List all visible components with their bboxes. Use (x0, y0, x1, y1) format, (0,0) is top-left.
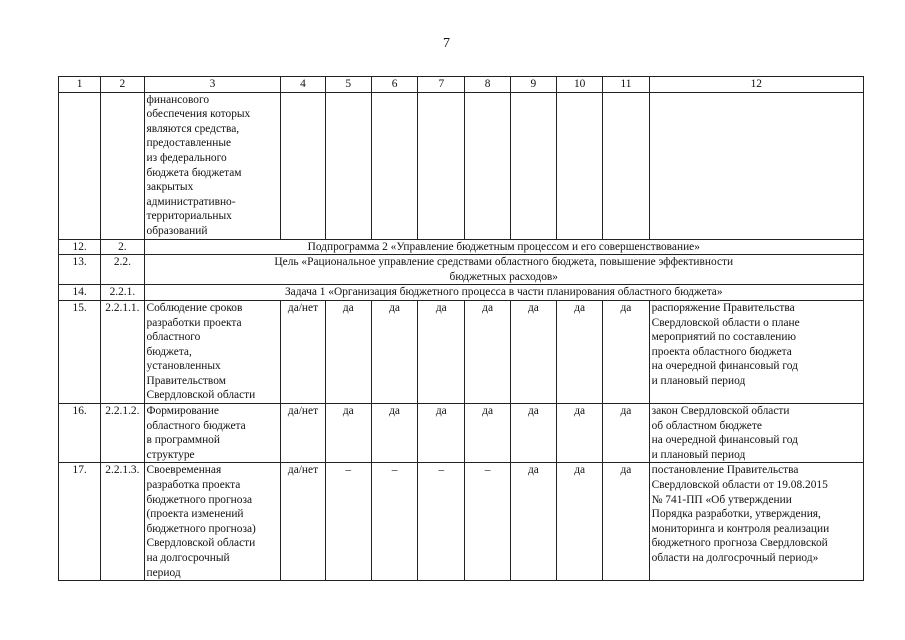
value-cell: да (557, 300, 603, 403)
row-number: 16. (59, 404, 101, 463)
value-cell: да (418, 404, 465, 463)
value-cell: да (371, 300, 417, 403)
value-cell: – (325, 463, 371, 581)
value-cell: да (603, 404, 649, 463)
row-code: 2.2. (101, 255, 144, 285)
page-number: 7 (443, 36, 450, 51)
indicators-table (58, 76, 864, 581)
column-header: 4 (281, 77, 325, 93)
row-number: 17. (59, 463, 101, 581)
indicator-row (59, 300, 864, 403)
unit: да/нет (281, 404, 325, 463)
column-number-row (59, 77, 864, 93)
value-cell: да (465, 404, 510, 463)
value-cell: да (325, 404, 371, 463)
row-number: 12. (59, 239, 101, 255)
row-code: 2.2.1.2. (101, 404, 144, 463)
column-header: 2 (101, 77, 144, 93)
task-title: Задача 1 «Организация бюджетного процесса в части планирования областного бюджета» (144, 285, 863, 301)
column-header: 10 (557, 77, 603, 93)
value-cell: – (371, 463, 417, 581)
value-cell: да (510, 404, 556, 463)
value-cell: – (465, 463, 510, 581)
row-number: 15. (59, 300, 101, 403)
value-cell: да (557, 404, 603, 463)
source-cell: постановление Правительства Свердловской области от 19.08.2015 № 741-ПП «Об утверждении Порядка разработки, утверждения, мониторинга и контроля реализации бюджетного прогноза Свердловской области на долгосрочный период» (649, 463, 863, 581)
value-cell: да (557, 463, 603, 581)
column-header: 8 (465, 77, 510, 93)
task-row (59, 285, 864, 301)
column-header: 3 (144, 77, 281, 93)
value-cell: да (603, 463, 649, 581)
goal-row (59, 255, 864, 285)
source-cell: закон Свердловской области об областном бюджете на очередной финансовый год и плановый период (649, 404, 863, 463)
unit: да/нет (281, 300, 325, 403)
goal-title: Цель «Рациональное управление средствами областного бюджета, повышение эффективности бюджетных расходов» (144, 255, 863, 285)
indicator-name: Соблюдение сроков разработки проекта областного бюджета, установленных Правительством Свердловской области (144, 300, 281, 403)
row-code: 2. (101, 239, 144, 255)
value-cell: да (510, 463, 556, 581)
indicator-name: Формирование областного бюджета в программной структуре (144, 404, 281, 463)
indicator-name: финансового обеспечения которых являются средства, предоставленные из федерального бюджета бюджетам закрытых административно- территориальных образований (144, 92, 281, 239)
indicator-name: Своевременная разработка проекта бюджетного прогноза (проекта изменений бюджетного прогноза) Свердловской области на долгосрочный период (144, 463, 281, 581)
unit: да/нет (281, 463, 325, 581)
source-cell: распоряжение Правительства Свердловской области о плане мероприятий по составлению проекта областного бюджета на очередной финансовый год и плановый период (649, 300, 863, 403)
row-code: 2.2.1.3. (101, 463, 144, 581)
row-number: 13. (59, 255, 101, 285)
value-cell: да (603, 300, 649, 403)
column-header: 11 (603, 77, 649, 93)
indicator-row (59, 463, 864, 581)
subprogram-title: Подпрограмма 2 «Управление бюджетным процессом и его совершенствование» (144, 239, 863, 255)
column-header: 5 (325, 77, 371, 93)
indicator-row (59, 404, 864, 463)
column-header: 12 (649, 77, 863, 93)
row-code: 2.2.1. (101, 285, 144, 301)
row-number: 14. (59, 285, 101, 301)
row-code: 2.2.1.1. (101, 300, 144, 403)
column-header: 1 (59, 77, 101, 93)
value-cell: да (510, 300, 556, 403)
value-cell: да (465, 300, 510, 403)
continuation-row (59, 92, 864, 239)
value-cell: да (325, 300, 371, 403)
column-header: 9 (510, 77, 556, 93)
column-header: 7 (418, 77, 465, 93)
column-header: 6 (371, 77, 417, 93)
value-cell: – (418, 463, 465, 581)
value-cell: да (371, 404, 417, 463)
subprogram-row (59, 239, 864, 255)
value-cell: да (418, 300, 465, 403)
